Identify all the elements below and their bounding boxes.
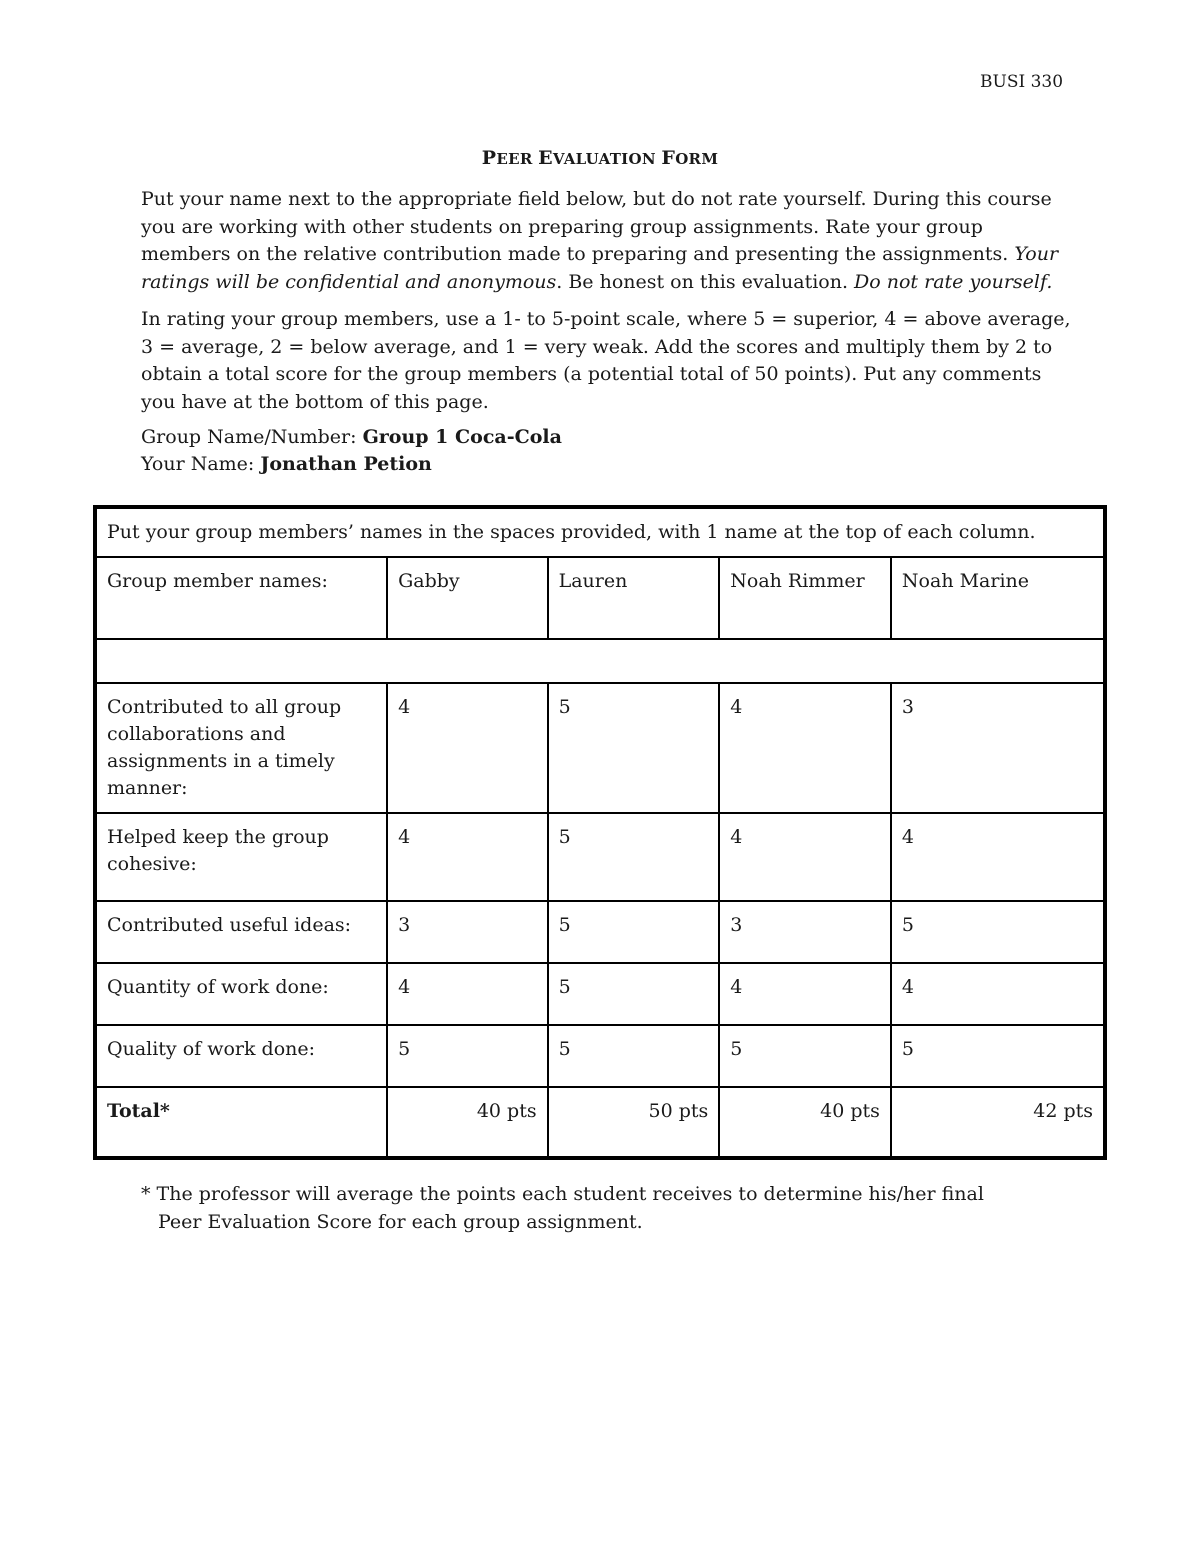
score-cell: 4 xyxy=(891,963,1105,1025)
course-code: BUSI 330 xyxy=(980,72,1064,92)
score-cell: 5 xyxy=(548,813,720,901)
score-cell: 4 xyxy=(387,683,548,813)
names-label: Group member names: xyxy=(95,557,387,639)
score-cell: 4 xyxy=(891,813,1105,901)
instructions-paragraph-1: Put your name next to the appropriate field below, but do not rate yourself. During this course you are working with other students on preparing group assignments. Rate your group members on the relative contribution made to preparing and presenting the assignments. Your ratings will be confidential and anonymous. Be honest on this evaluation. Do not rate yourself. xyxy=(141,188,1059,293)
blank-row xyxy=(95,639,1105,683)
criterion-label: Quantity of work done: xyxy=(95,963,387,1025)
total-cell: 42 pts xyxy=(891,1087,1105,1158)
table-row xyxy=(95,683,1105,813)
evaluation-table xyxy=(93,505,1107,1160)
score-cell: 5 xyxy=(548,901,720,963)
score-cell: 3 xyxy=(387,901,548,963)
table-row xyxy=(95,557,1105,639)
table-row xyxy=(95,901,1105,963)
score-cell: 3 xyxy=(891,683,1105,813)
table-row xyxy=(95,963,1105,1025)
group-name-line: Group Name/Number: Group 1 Coca-Cola xyxy=(141,426,562,448)
score-cell: 4 xyxy=(719,683,891,813)
score-cell: 4 xyxy=(719,813,891,901)
table-row xyxy=(95,1087,1105,1158)
score-cell: 5 xyxy=(387,1025,548,1087)
score-cell: 4 xyxy=(719,963,891,1025)
score-cell: 5 xyxy=(548,1025,720,1087)
score-cell: 4 xyxy=(387,963,548,1025)
table-intro: Put your group members’ names in the spaces provided, with 1 name at the top of each column. xyxy=(95,507,1105,557)
table-row xyxy=(95,813,1105,901)
member-name: Noah Marine xyxy=(891,557,1105,639)
footnote-line-1: * The professor will average the points each student receives to determine his/her final xyxy=(141,1183,984,1205)
total-cell: 40 pts xyxy=(387,1087,548,1158)
instructions-paragraph-2: In rating your group members, use a 1- to 5-point scale, where 5 = superior, 4 = above average, 3 = average, 2 = below average, and 1 = very weak. Add the scores and multiply them by 2 to obtain a total score for the group members (a potential total of 50 points). Put any comments you have at the bottom of this page. xyxy=(141,308,1071,413)
table-row xyxy=(95,1025,1105,1087)
total-cell: 50 pts xyxy=(548,1087,720,1158)
table-row xyxy=(95,507,1105,557)
score-cell: 5 xyxy=(548,683,720,813)
criterion-label: Contributed to all group collaborations and assignments in a timely manner: xyxy=(95,683,387,813)
member-name: Lauren xyxy=(548,557,720,639)
table-row xyxy=(95,639,1105,683)
your-name-line: Your Name: Jonathan Petion xyxy=(141,453,432,475)
score-cell: 5 xyxy=(548,963,720,1025)
score-cell: 5 xyxy=(891,901,1105,963)
total-cell: 40 pts xyxy=(719,1087,891,1158)
score-cell: 5 xyxy=(891,1025,1105,1087)
group-name-value: Group 1 Coca-Cola xyxy=(362,426,562,448)
footnote xyxy=(141,1180,984,1236)
score-cell: 5 xyxy=(719,1025,891,1087)
criterion-label: Contributed useful ideas: xyxy=(95,901,387,963)
total-label: Total* xyxy=(95,1087,387,1158)
criterion-label: Quality of work done: xyxy=(95,1025,387,1087)
score-cell: 4 xyxy=(387,813,548,901)
criterion-label: Helped keep the group cohesive: xyxy=(95,813,387,901)
score-cell: 3 xyxy=(719,901,891,963)
member-name: Noah Rimmer xyxy=(719,557,891,639)
page-title: PEER EVALUATION FORM xyxy=(481,147,719,169)
your-name-value: Jonathan Petion xyxy=(260,453,432,475)
member-name: Gabby xyxy=(387,557,548,639)
footnote-line-2: Peer Evaluation Score for each group assignment. xyxy=(158,1211,643,1233)
